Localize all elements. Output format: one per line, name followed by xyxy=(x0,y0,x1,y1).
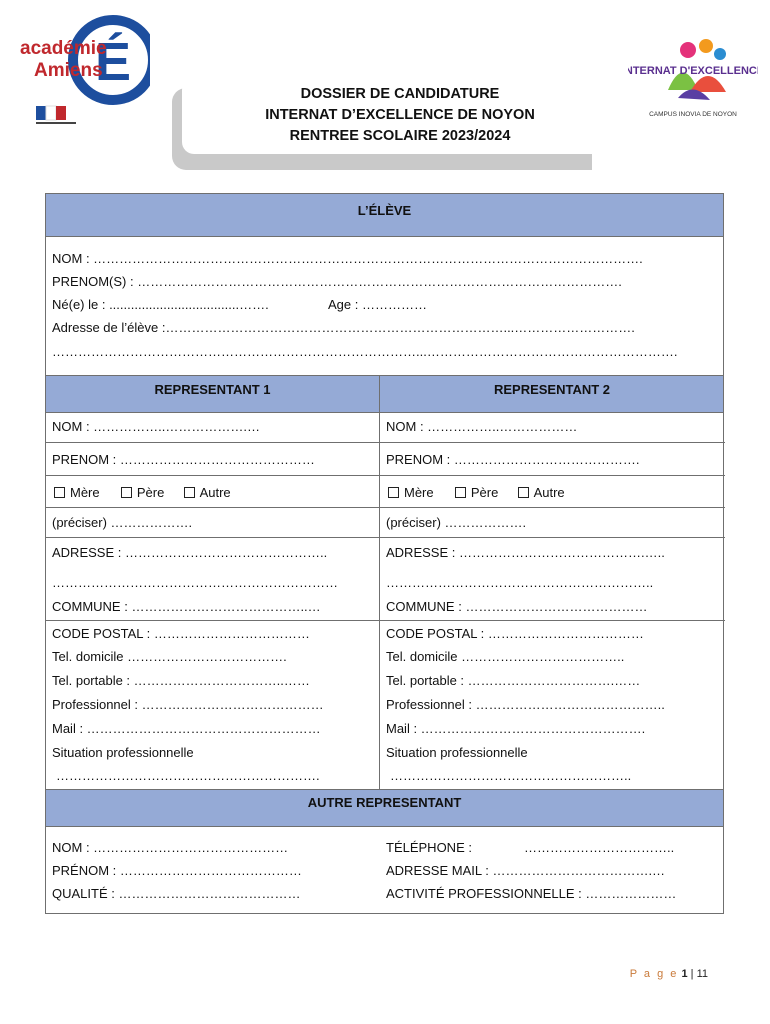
rep2-pere-label: Père xyxy=(470,485,499,500)
rep2-title: REPRESENTANT 2 xyxy=(493,382,611,397)
logo-text-1: académie xyxy=(20,38,107,59)
rep1-pere-label: Père xyxy=(136,485,165,500)
rep1-cp-field[interactable]: CODE POSTAL : ……………………………… xyxy=(52,626,310,641)
page-total: 11 xyxy=(696,968,708,980)
candidature-form xyxy=(45,193,724,914)
rep1-mere-checkbox[interactable] xyxy=(54,487,65,498)
rep1-title: REPRESENTANT 1 xyxy=(154,382,271,397)
rep1-divider-5 xyxy=(46,620,379,621)
rep1-commune-field[interactable]: COMMUNE : …………………………………..… xyxy=(52,599,321,614)
rep1-tel-portable-field[interactable]: Tel. portable : ……………………………..…… xyxy=(52,673,310,688)
rep1-mail-field[interactable]: Mail : ……………………………………………… xyxy=(52,721,321,736)
rep2-tel-pro-field[interactable]: Professionnel : …………………………………….. xyxy=(386,697,665,712)
autre-prenom-field[interactable]: PRÉNOM : …………………………………… xyxy=(52,863,302,878)
academie-amiens-logo xyxy=(18,12,150,132)
autre-nom-field[interactable]: NOM : ……………………………………… xyxy=(52,840,289,855)
rep1-autre-label: Autre xyxy=(199,485,231,500)
rep1-tel-pro-field[interactable]: Professionnel : …………………………………… xyxy=(52,697,324,712)
rep2-prenom-field[interactable]: PRENOM : ……………………………………. xyxy=(386,452,640,467)
title-line-3: RENTREE SCOLAIRE 2023/2024 xyxy=(289,128,511,144)
rep2-mere-checkbox[interactable] xyxy=(388,487,399,498)
autre-activite-field[interactable]: ACTIVITÉ PROFESSIONNELLE : ………………… xyxy=(386,886,677,901)
rep2-mail-field[interactable]: Mail : ……………………………………………. xyxy=(386,721,646,736)
rep2-nom-field[interactable]: NOM : ……………..……………… xyxy=(386,419,578,434)
eleve-prenom-field[interactable]: PRENOM(S) : …………………………………………………………………………………………………. xyxy=(52,274,622,289)
rep1-tel-domicile-field[interactable]: Tel. domicile ………………………………. xyxy=(52,649,287,664)
rep2-adresse-line2[interactable]: …………………………………………………….. xyxy=(386,575,654,590)
rep1-divider-3 xyxy=(46,507,379,508)
rep2-preciser-field[interactable]: (préciser) ………………. xyxy=(386,515,527,530)
section-eleve-header xyxy=(46,194,723,237)
rep2-autre-checkbox[interactable] xyxy=(518,487,529,498)
page-separator: | xyxy=(690,968,694,980)
rep2-situation-label: Situation professionnelle xyxy=(386,745,528,760)
title-line-1: DOSSIER DE CANDIDATURE xyxy=(300,86,500,102)
eleve-nom-field[interactable]: NOM : ………………………………………………………………………………………………………………. xyxy=(52,251,643,266)
rep1-prenom-field[interactable]: PRENOM : ……………………………………… xyxy=(52,452,315,467)
document-title xyxy=(190,84,610,147)
autre-qualite-field[interactable]: QUALITÉ : …………………………………… xyxy=(52,886,301,901)
rep1-divider-4 xyxy=(46,537,379,538)
rep2-divider-4 xyxy=(379,537,725,538)
rep2-cp-field[interactable]: CODE POSTAL : ……………………………… xyxy=(386,626,644,641)
title-line-2: INTERNAT D’EXCELLENCE DE NOYON xyxy=(265,107,535,123)
autre-telephone-label: TÉLÉPHONE : xyxy=(386,840,472,855)
section-autre-title: AUTRE REPRESENTANT xyxy=(307,795,462,810)
logo-subtitle: CAMPUS INOVIA DE NOYON xyxy=(649,111,737,118)
eleve-age-field[interactable]: Age : …………… xyxy=(328,297,427,312)
rep1-pere-checkbox[interactable] xyxy=(121,487,132,498)
rep2-tel-domicile-field[interactable]: Tel. domicile ……………………………….. xyxy=(386,649,625,664)
rep2-tel-portable-field[interactable]: Tel. portable : …………………………….…… xyxy=(386,673,641,688)
rep1-situation-field[interactable]: ……………………………………………………. xyxy=(56,768,320,783)
autre-adresse-mail-field[interactable]: ADRESSE MAIL : ……………………………….… xyxy=(386,863,666,878)
rep1-nom-field[interactable]: NOM : ……………..……………….… xyxy=(52,419,260,434)
rep1-situation-label: Situation professionnelle xyxy=(52,745,194,760)
rep1-adresse-line2[interactable]: ………………………………………………………… xyxy=(52,575,338,590)
rep2-autre-label: Autre xyxy=(533,485,565,500)
rep2-divider-2 xyxy=(379,475,725,476)
page-word: P a g e xyxy=(629,968,679,980)
logo-title: INTERNAT D'EXCELLENCE xyxy=(628,65,758,77)
rep2-divider-5 xyxy=(379,620,725,621)
rep1-preciser-field[interactable]: (préciser) ………………. xyxy=(52,515,193,530)
logo-text-2: Amiens xyxy=(34,60,103,81)
eleve-adresse-line2[interactable]: …………………………………………………………………………...…………………………………………………. xyxy=(52,344,678,359)
rep2-commune-field[interactable]: COMMUNE : …………………………………… xyxy=(386,599,648,614)
rep1-mere-label: Mère xyxy=(70,485,100,500)
section-eleve-title: L’ÉLÈVE xyxy=(357,203,412,218)
rep2-adresse-field[interactable]: ADRESSE : …………………………………….….. xyxy=(386,545,665,560)
rep1-adresse-field[interactable]: ADRESSE : ……………………………………….. xyxy=(52,545,328,560)
internat-excellence-logo xyxy=(628,30,758,125)
rep1-autre-checkbox[interactable] xyxy=(184,487,195,498)
rep1-divider-2 xyxy=(46,475,379,476)
rep2-divider-3 xyxy=(379,507,725,508)
page-current: 1 xyxy=(681,968,688,980)
rep2-situation-field[interactable]: ……………………………………………….. xyxy=(390,768,632,783)
eleve-naissance-field[interactable]: Né(e) le : ....................................……. xyxy=(52,297,269,312)
rep2-divider-1 xyxy=(379,442,725,443)
autre-telephone-field[interactable]: …………………………….. xyxy=(524,840,675,855)
rep1-divider-1 xyxy=(46,442,379,443)
column-divider xyxy=(379,375,380,789)
rep2-pere-checkbox[interactable] xyxy=(455,487,466,498)
eleve-adresse-field[interactable]: Adresse de l’élève :……………………………………………………………………...………………………. xyxy=(52,320,635,335)
logo-letter: É xyxy=(94,32,132,92)
section-autre-header xyxy=(46,789,723,827)
rep1-lien-options xyxy=(54,485,231,500)
rep2-lien-options xyxy=(388,485,565,500)
rep2-mere-label: Mère xyxy=(404,485,434,500)
page-footer xyxy=(630,968,708,980)
